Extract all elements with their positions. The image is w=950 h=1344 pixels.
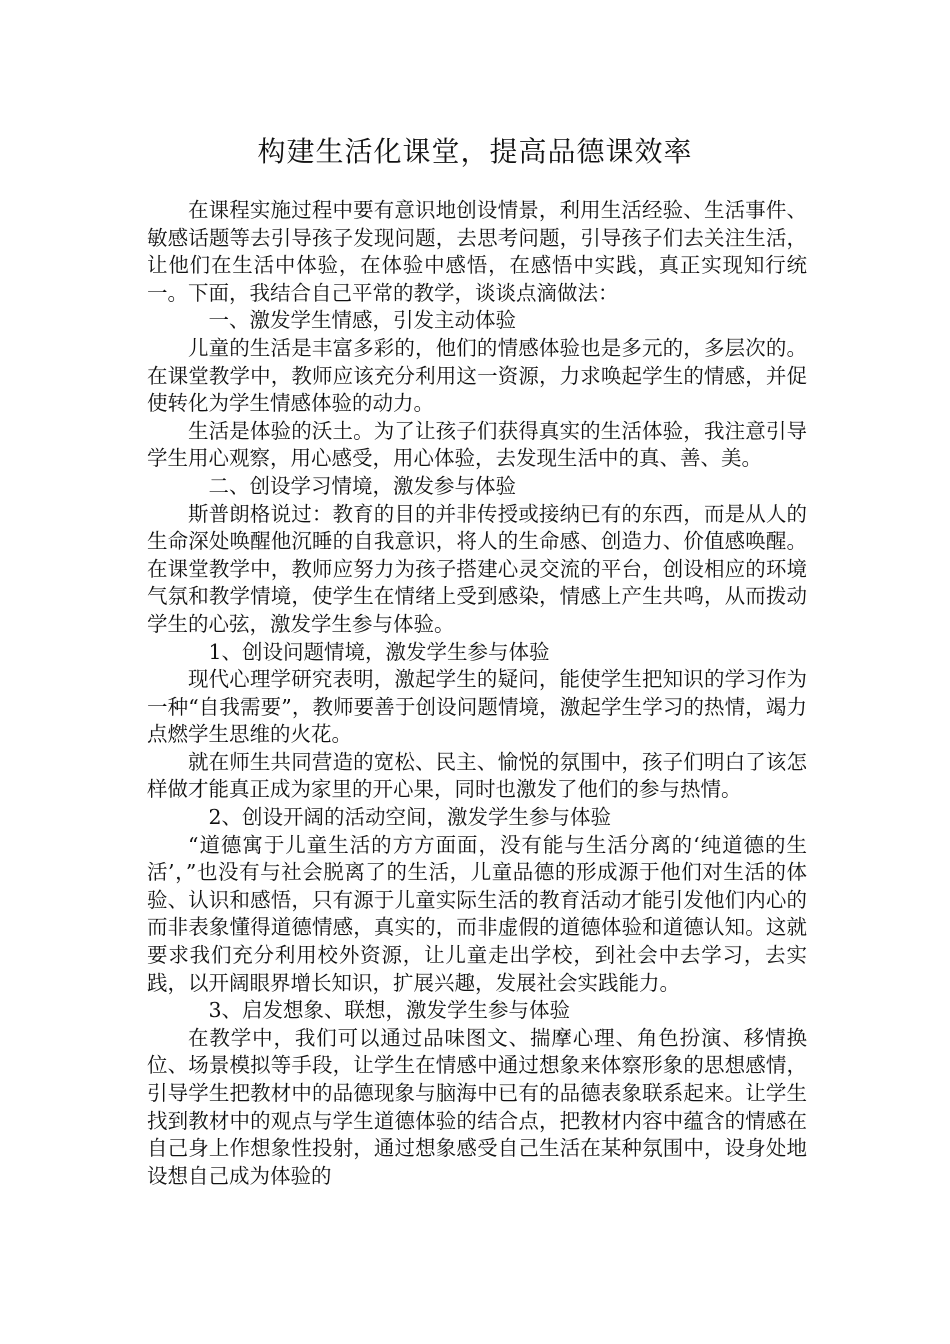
document-body bbox=[147, 197, 807, 1190]
paragraph: 现代心理学研究表明，激起学生的疑问，能使学生把知识的学习作为一种“自我需要”，教师要善于创设问题情境，激起学生学习的热情，竭力点燃学生思维的火花。 bbox=[147, 667, 807, 747]
subsection-heading: 2、创设开阔的活动空间，激发学生参与体验 bbox=[208, 805, 612, 830]
section-heading: 二、创设学习情境，激发参与体验 bbox=[208, 473, 516, 498]
paragraph: 在课程实施过程中要有意识地创设情景，利用生活经验、生活事件、敏感话题等去引导孩子发现问题，去思考问题，引导孩子们去关注生活，让他们在生活中体验，在体验中感悟，在感悟中实践，真正实现知行统一。下面，我结合自己平常的教学，谈谈点滴做法： bbox=[147, 198, 807, 305]
paragraph: 在教学中，我们可以通过品味图文、揣摩心理、角色扮演、移情换位、场景模拟等手段，让学生在情感中通过想象来体察形象的思想感情，引导学生把教材中的品德现象与脑海中已有的品德表象联系起来。让学生找到教材中的观点与学生道德体验的结合点，把教材内容中蕴含的情感在自己身上作想象性投射，通过想象感受自己生活在某种氛围中，设身处地设想自己成为体验的 bbox=[147, 1025, 807, 1188]
subsection-heading: 1、创设问题情境，激发学生参与体验 bbox=[208, 639, 550, 664]
paragraph: 斯普朗格说过：教育的目的并非传授或接纳已有的东西，而是从人的生命深处唤醒他沉睡的自我意识，将人的生命感、创造力、价值感唤醒。在课堂教学中，教师应努力为孩子搭建心灵交流的平台，创设相应的环境气氛和教学情境，使学生在情绪上受到感染，情感上产生共鸣，从而拨动学生的心弦，激发学生参与体验。 bbox=[147, 501, 807, 636]
document-title: 构建生活化课堂，提高品德课效率 bbox=[257, 135, 693, 168]
paragraph: 就在师生共同营造的宽松、民主、愉悦的氛围中，孩子们明白了该怎样做才能真正成为家里的开心果，同时也激发了他们的参与热情。 bbox=[147, 749, 807, 802]
paragraph: 儿童的生活是丰富多彩的，他们的情感体验也是多元的，多层次的。在课堂教学中，教师应该充分利用这一资源，力求唤起学生的情感，并促使转化为学生情感体验的动力。 bbox=[147, 335, 807, 416]
subsection-heading: 3、启发想象、联想，激发学生参与体验 bbox=[208, 998, 571, 1023]
paragraph: “道德寓于儿童生活的方方面面，没有能与生活分离的‘纯道德的生活’，”也没有与社会脱离了的生活，儿童品德的形成源于他们对生活的体验、认识和感悟，只有源于儿童实际生活的教育活动才能引发他们内心的而非表象懂得道德情感，真实的，而非虚假的道德体验和道德认知。这就要求我们充分利用校外资源，让儿童走出学校，到社会中去学习，去实践，以开阔眼界增长知识，扩展兴趣，发展社会实践能力。 bbox=[147, 832, 807, 995]
paragraph: 生活是体验的沃土。为了让孩子们获得真实的生活体验，我注意引导学生用心观察，用心感受，用心体验，去发现生活中的真、善、美。 bbox=[147, 418, 807, 471]
section-heading: 一、激发学生情感，引发主动体验 bbox=[208, 308, 516, 333]
